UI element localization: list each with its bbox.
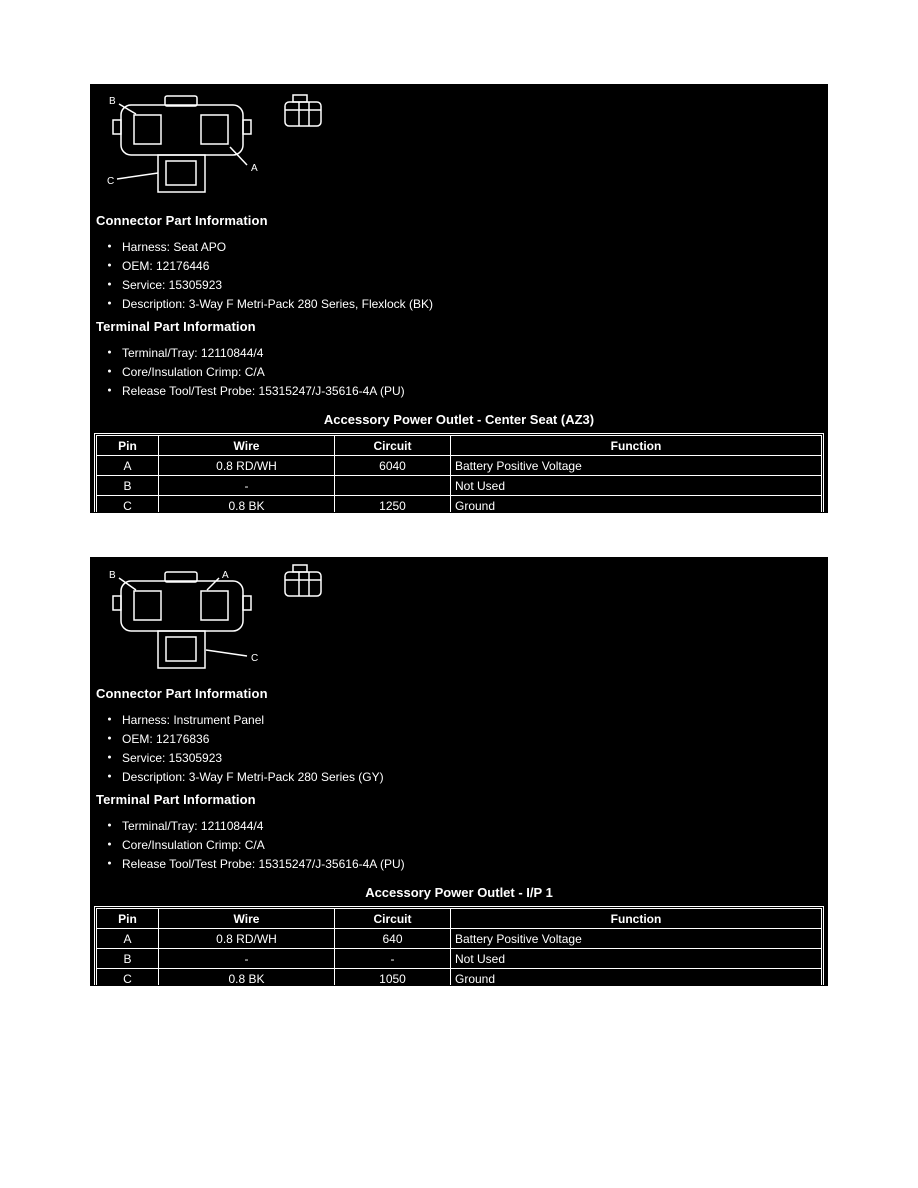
- table-cell-function: Not Used: [451, 476, 822, 496]
- list-item: [106, 275, 827, 294]
- bullet-icon: [106, 362, 113, 381]
- table-cell-function: Ground: [451, 969, 822, 987]
- pin-table: [96, 908, 822, 986]
- connector-label-c: C: [251, 653, 259, 664]
- bullet-icon: [106, 710, 113, 729]
- list-item-text: Description: 3-Way F Metri-Pack 280 Series, Flexlock (BK): [122, 296, 433, 311]
- table-cell-circuit: 1250: [335, 496, 451, 514]
- list-item-text: Release Tool/Test Probe: 15315247/J-35616-4A (PU): [122, 383, 405, 398]
- pin-table: [96, 435, 822, 513]
- bullet-icon: [106, 343, 113, 362]
- list-item: [106, 729, 827, 748]
- connector-label-a: A: [222, 570, 229, 581]
- table-header-wire: Wire: [159, 909, 335, 929]
- bullet-icon: [106, 835, 113, 854]
- table-cell-function: Not Used: [451, 949, 822, 969]
- list-item-text: Release Tool/Test Probe: 15315247/J-35616-4A (PU): [122, 856, 405, 871]
- list-item: [106, 816, 827, 835]
- table-cell-pin: A: [97, 456, 159, 476]
- list-item: [106, 835, 827, 854]
- terminal-info-list: [91, 343, 827, 400]
- list-item: [106, 362, 827, 381]
- pin-table-frame: [94, 906, 824, 986]
- table-cell-wire: 0.8 RD/WH: [159, 456, 335, 476]
- bullet-icon: [106, 729, 113, 748]
- table-header-wire: Wire: [159, 436, 335, 456]
- list-item: [106, 343, 827, 362]
- table-header-circuit: Circuit: [335, 909, 451, 929]
- list-item: [106, 767, 827, 786]
- table-cell-pin: C: [97, 969, 159, 987]
- pin-table-frame: [94, 433, 824, 513]
- table-row: [97, 929, 822, 949]
- table-header-circuit: Circuit: [335, 436, 451, 456]
- connector-info-heading: Connector Part Information: [96, 213, 268, 228]
- table-cell-wire: -: [159, 949, 335, 969]
- bullet-icon: [106, 237, 113, 256]
- table-cell-pin: B: [97, 949, 159, 969]
- connector-figure: [101, 564, 827, 682]
- list-item: [106, 256, 827, 275]
- terminal-info-heading: Terminal Part Information: [96, 319, 256, 334]
- connector-info-heading: Connector Part Information: [96, 686, 268, 701]
- list-item: [106, 854, 827, 873]
- connector-info-list: [91, 710, 827, 786]
- table-row: [97, 496, 822, 514]
- table-header-row: [97, 909, 822, 929]
- list-item: [106, 710, 827, 729]
- table-cell-circuit: 6040: [335, 456, 451, 476]
- table-cell-circuit: 1050: [335, 969, 451, 987]
- list-item-text: Core/Insulation Crimp: C/A: [122, 364, 265, 379]
- terminal-info-list: [91, 816, 827, 873]
- bullet-icon: [106, 256, 113, 275]
- connector-label-b: B: [109, 96, 116, 107]
- table-cell-wire: 0.8 BK: [159, 969, 335, 987]
- table-cell-pin: B: [97, 476, 159, 496]
- table-cell-wire: -: [159, 476, 335, 496]
- bullet-icon: [106, 294, 113, 313]
- table-row: [97, 456, 822, 476]
- table-header-pin: Pin: [97, 436, 159, 456]
- table-cell-circuit: 640: [335, 929, 451, 949]
- bullet-icon: [106, 748, 113, 767]
- table-cell-wire: 0.8 RD/WH: [159, 929, 335, 949]
- bullet-icon: [106, 854, 113, 873]
- connector-label-a: A: [251, 163, 258, 174]
- list-item: [106, 748, 827, 767]
- table-header-row: [97, 436, 822, 456]
- connector-panel-center-seat: [90, 84, 828, 513]
- table-header-pin: Pin: [97, 909, 159, 929]
- connector-face-diagram: [101, 91, 337, 205]
- list-item-text: Core/Insulation Crimp: C/A: [122, 837, 265, 852]
- connector-face-diagram: [101, 564, 337, 678]
- table-cell-function: Battery Positive Voltage: [451, 456, 822, 476]
- table-cell-pin: C: [97, 496, 159, 514]
- table-title: Accessory Power Outlet - I/P 1: [365, 885, 553, 900]
- bullet-icon: [106, 767, 113, 786]
- table-row: [97, 949, 822, 969]
- list-item-text: Terminal/Tray: 12110844/4: [122, 818, 264, 833]
- bullet-icon: [106, 275, 113, 294]
- table-cell-function: Ground: [451, 496, 822, 514]
- list-item: [106, 381, 827, 400]
- list-item-text: Description: 3-Way F Metri-Pack 280 Series (GY): [122, 769, 384, 784]
- list-item-text: Service: 15305923: [122, 750, 223, 765]
- table-cell-wire: 0.8 BK: [159, 496, 335, 514]
- table-cell-circuit: [335, 476, 451, 496]
- table-header-function: Function: [451, 436, 822, 456]
- connector-panel-ip1: [90, 557, 828, 986]
- table-row: [97, 476, 822, 496]
- list-item-text: OEM: 12176446: [122, 258, 210, 273]
- connector-info-list: [91, 237, 827, 313]
- connector-side-view-diagram: [285, 95, 321, 126]
- table-cell-circuit: -: [335, 949, 451, 969]
- terminal-info-heading: Terminal Part Information: [96, 792, 256, 807]
- list-item: [106, 237, 827, 256]
- connector-side-view-diagram: [285, 565, 321, 596]
- table-cell-pin: A: [97, 929, 159, 949]
- connector-label-c: C: [107, 176, 115, 187]
- table-row: [97, 969, 822, 987]
- table-title: Accessory Power Outlet - Center Seat (AZ3): [323, 412, 595, 427]
- list-item-text: Harness: Instrument Panel: [122, 712, 265, 727]
- list-item-text: Terminal/Tray: 12110844/4: [122, 345, 264, 360]
- list-item-text: OEM: 12176836: [122, 731, 210, 746]
- connector-label-b: B: [109, 570, 116, 581]
- table-header-function: Function: [451, 909, 822, 929]
- list-item: [106, 294, 827, 313]
- bullet-icon: [106, 381, 113, 400]
- connector-figure: [101, 91, 827, 209]
- table-cell-function: Battery Positive Voltage: [451, 929, 822, 949]
- bullet-icon: [106, 816, 113, 835]
- list-item-text: Service: 15305923: [122, 277, 223, 292]
- list-item-text: Harness: Seat APO: [122, 239, 227, 254]
